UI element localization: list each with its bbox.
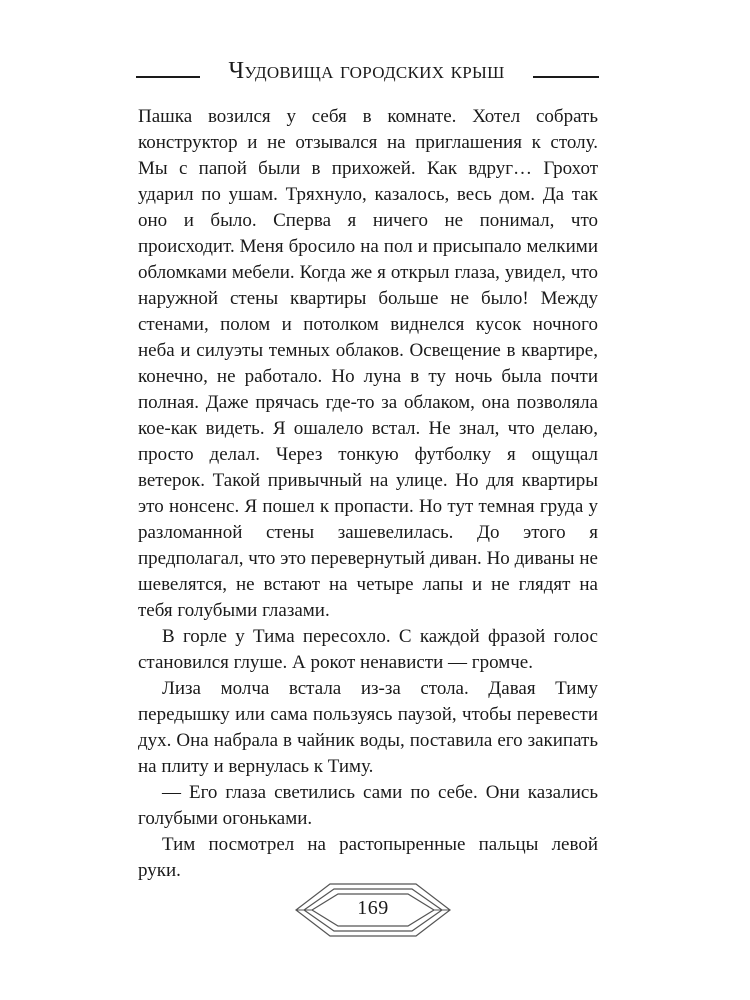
page-number-ornament <box>294 880 452 940</box>
header-rule-left <box>136 76 200 78</box>
page-body-text <box>138 104 598 884</box>
running-header <box>136 56 599 96</box>
page-number: 169 <box>357 897 389 919</box>
header-rule-right <box>533 76 599 78</box>
paragraph: Лиза молча встала из-за стола. Давая Тиму передышку или сама пользуясь паузой, чтобы перевести дух. Она набрала в чайник воды, поставила его закипать на плиту и вернулась к Тиму. <box>138 678 598 777</box>
paragraph: — Его глаза светились сами по себе. Они казались голубыми огоньками. <box>138 782 598 829</box>
paragraph: Пашка возился у себя в комнате. Хотел собрать конструктор и не отзывался на приглашения к столу. Мы с папой были в прихожей. Как вдруг… Грохот ударил по ушам. Тряхнуло, казалось, весь дом. Да так оно и было. Сперва я ничего не понимал, что происходит. Меня бросило на пол и присыпало мелкими обломками мебели. Когда же я открыл глаза, увидел, что наружной стены квартиры больше не было! Между стенами, полом и потолком виднелся кусок ночного неба и силуэты темных облаков. Освещение в квартире, конечно, не работало. Но луна в ту ночь была почти полная. Даже прячась где-то за облаком, она позволяла кое-как видеть. Я ошалело встал. Не знал, что делаю, просто делал. Через тонкую футболку я ощущал ветерок. Такой привычный на улице. Но для квартиры это нонсенс. Я пошел к пропасти. Но тут темная груда у разломанной стены зашевелилась. До этого я предполагал, что это перевернутый диван. Но диваны не шевелятся, не встают на четыре лапы и не глядят на тебя голубыми глазами. <box>138 106 598 621</box>
paragraph: Тим посмотрел на растопыренные пальцы левой руки. <box>138 834 598 881</box>
paragraph: В горле у Тима пересохло. С каждой фразой голос становился глуше. А рокот ненависти — громче. <box>138 626 598 673</box>
header-title: Чудовища городских крыш <box>228 58 505 84</box>
